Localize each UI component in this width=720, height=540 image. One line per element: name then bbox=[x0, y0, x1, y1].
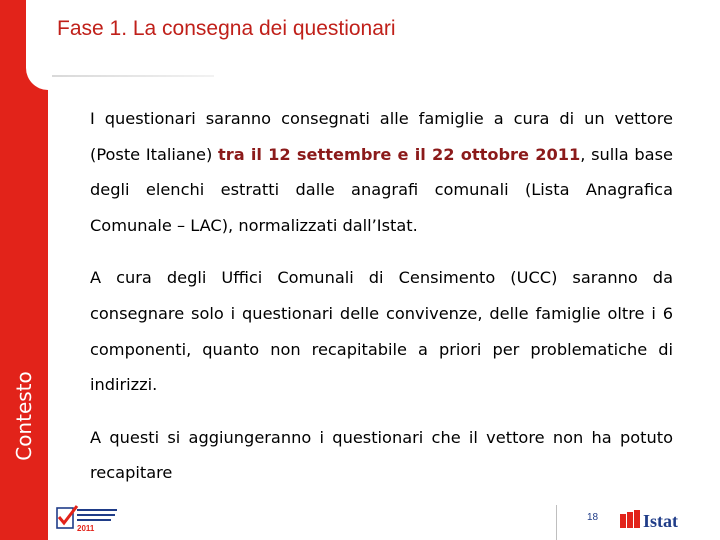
slide-body bbox=[90, 101, 673, 491]
sidebar-notch bbox=[26, 0, 48, 90]
paragraph-delivery-rest: , sulla base degli elenchi estratti dalle anagrafi comunali (Lista Anagrafica Comunale – LAC), normalizzati dall’Istat. bbox=[90, 144, 673, 235]
page-number-box bbox=[556, 505, 609, 540]
section-label bbox=[3, 360, 45, 472]
page-number: 18 bbox=[587, 512, 599, 523]
census-logo-year: 2011 bbox=[77, 524, 95, 533]
istat-logo bbox=[620, 510, 690, 532]
paragraph-ucc: A cura degli Uffici Comunali di Censimento (UCC) saranno da consegnare solo i questionari delle convivenze, delle famiglie oltre i 6 componenti, quanto non recapitabile a priori per problematiche di indirizzi. bbox=[90, 268, 673, 395]
section-label-text: Contesto bbox=[12, 371, 36, 461]
paragraph-delivery-intro: I questionari saranno consegnati alle famiglie a cura di un vettore (Poste Italiane) bbox=[90, 109, 673, 164]
istat-logo-text: Istat bbox=[643, 511, 678, 531]
delivery-dates-highlight: tra il 12 settembre e il 22 ottobre 2011 bbox=[218, 144, 581, 164]
title-divider bbox=[52, 75, 214, 77]
paragraph-delivery bbox=[90, 101, 673, 243]
slide-title: Fase 1. La consegna dei questionari bbox=[57, 17, 396, 40]
paragraph-undelivered: A questi si aggiungeranno i questionari che il vettore non ha potuto recapitare bbox=[90, 427, 673, 483]
census-logo bbox=[55, 502, 123, 538]
